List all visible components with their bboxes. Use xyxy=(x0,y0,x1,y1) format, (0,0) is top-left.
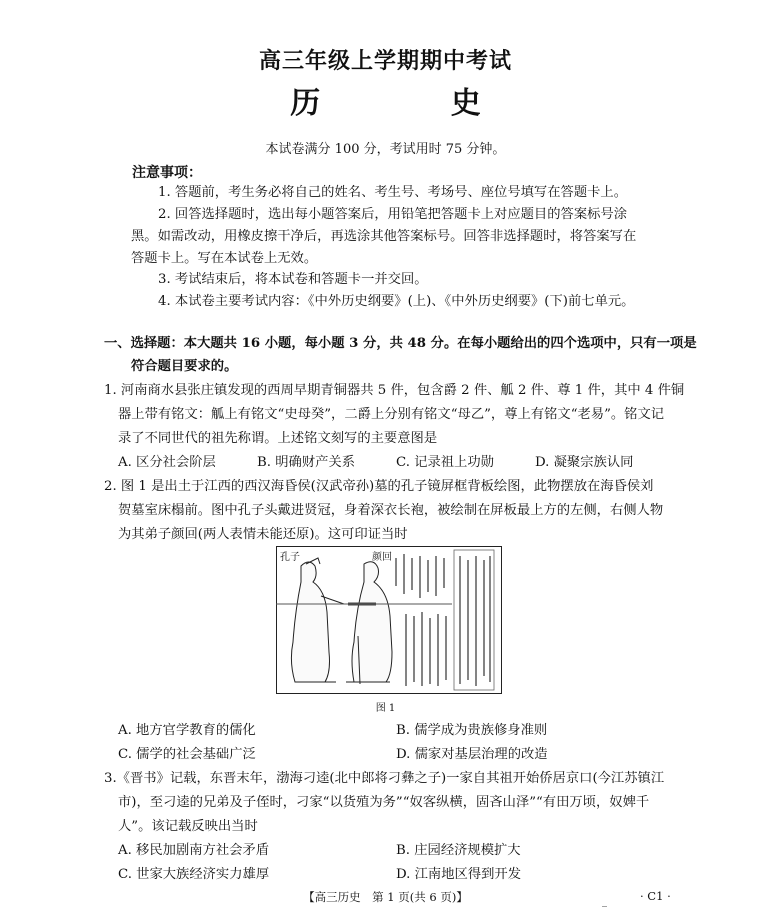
notice-line: 黑。如需改动，用橡皮擦干净后，再选涂其他答案标号。回答非选择题时，将答案写在 xyxy=(131,229,637,244)
section-heading: 一、选择题：本大题共 16 小题，每小题 3 分，共 48 分。在每小题给出的四个选项中，只有一项是 xyxy=(104,336,697,351)
question-2-line: 2. 图 1 是出土于江西的西汉海昏侯(汉武帝孙)墓的孔子镜屏框背板绘图，此物摆放在海昏侯刘 xyxy=(104,479,654,494)
version-code: · C1 · xyxy=(640,889,671,903)
footer-mark: _ xyxy=(602,896,607,907)
notice-line: 答题卡上。写在本试卷上无效。 xyxy=(131,251,318,266)
question-1-option-a[interactable]: A. 区分社会阶层 xyxy=(118,455,216,470)
figure-label-yanhui: 颜回 xyxy=(372,552,392,563)
question-1-line: 录了不同世代的祖先称谓。上述铭文刻写的主要意图是 xyxy=(118,431,438,446)
question-3-line: 人”。该记载反映出当时 xyxy=(118,819,258,834)
question-3-option-c[interactable]: C. 世家大族经济实力雄厚 xyxy=(118,867,270,882)
figure-caption: 图 1 xyxy=(375,703,396,714)
question-3-option-a[interactable]: A. 移民加剧南方社会矛盾 xyxy=(118,843,270,858)
confucius-mirror-screen-figure xyxy=(276,546,502,694)
exam-meta: 本试卷满分 100 分，考试用时 75 分钟。 xyxy=(265,142,506,157)
question-1-option-b[interactable]: B. 明确财产关系 xyxy=(257,455,356,470)
section-heading-cont: 符合题目要求的。 xyxy=(131,359,238,374)
question-1-option-d[interactable]: D. 凝聚宗族认同 xyxy=(535,455,634,470)
question-3-option-b[interactable]: B. 庄园经济规模扩大 xyxy=(396,843,521,858)
question-3-option-d[interactable]: D. 江南地区得到开发 xyxy=(396,867,522,882)
notice-line: 3. 考试结束后，将本试卷和答题卡一并交回。 xyxy=(158,272,428,287)
question-3-line: 市)，至刁逵的兄弟及子侄时，刁家“以货殖为务”“奴客纵横，固吝山泽”“有田万顷，奴婢千 xyxy=(118,795,650,810)
question-2-option-b[interactable]: B. 儒学成为贵族修身准则 xyxy=(396,723,548,738)
question-3-line: 3.《晋书》记载，东晋末年，渤海刁逵(北中郎将刁彝之子)一家自其祖开始侨居京口(今江苏镇江 xyxy=(104,771,665,786)
question-2-option-d[interactable]: D. 儒家对基层治理的改造 xyxy=(396,747,548,762)
question-2-line: 为其弟子颜回(两人表情未能还原)。这可印证当时 xyxy=(118,527,408,542)
notice-heading: 注意事项： xyxy=(132,165,202,181)
page-footer: 【高三历史 第 1 页(共 6 页)】 xyxy=(303,890,468,904)
question-2-option-a[interactable]: A. 地方官学教育的儒化 xyxy=(118,723,256,738)
subject-title: 历 史 xyxy=(290,86,541,121)
notice-line: 4. 本试卷主要考试内容：《中外历史纲要》(上)、《中外历史纲要》(下)前七单元。 xyxy=(158,294,635,309)
exam-title: 高三年级上学期期中考试 xyxy=(258,49,512,74)
notice-line: 2. 回答选择题时，选出每小题答案后，用铅笔把答题卡上对应题目的答案标号涂 xyxy=(158,207,628,222)
figure-label-confucius: 孔子 xyxy=(280,552,300,563)
question-2-line: 贺墓室床榻前。图中孔子头戴进贤冠，身着深衣长袍，被绘制在屏板最上方的左侧，右侧人物 xyxy=(118,503,664,518)
question-2-option-c[interactable]: C. 儒学的社会基础广泛 xyxy=(118,747,256,762)
question-1-option-c[interactable]: C. 记录祖上功勋 xyxy=(396,455,494,470)
question-1-line: 器上带有铭文：觚上有铭文“史母癸”，二爵上分别有铭文“母乙”，尊上有铭文“老易”。铭文记 xyxy=(118,407,665,422)
question-1-line: 1. 河南商水县张庄镇发现的西周早期青铜器共 5 件，包含爵 2 件、觚 2 件、尊 1 件，其中 4 件铜 xyxy=(104,383,685,398)
notice-line: 1. 答题前，考生务必将自己的姓名、考生号、考场号、座位号填写在答题卡上。 xyxy=(158,185,628,200)
